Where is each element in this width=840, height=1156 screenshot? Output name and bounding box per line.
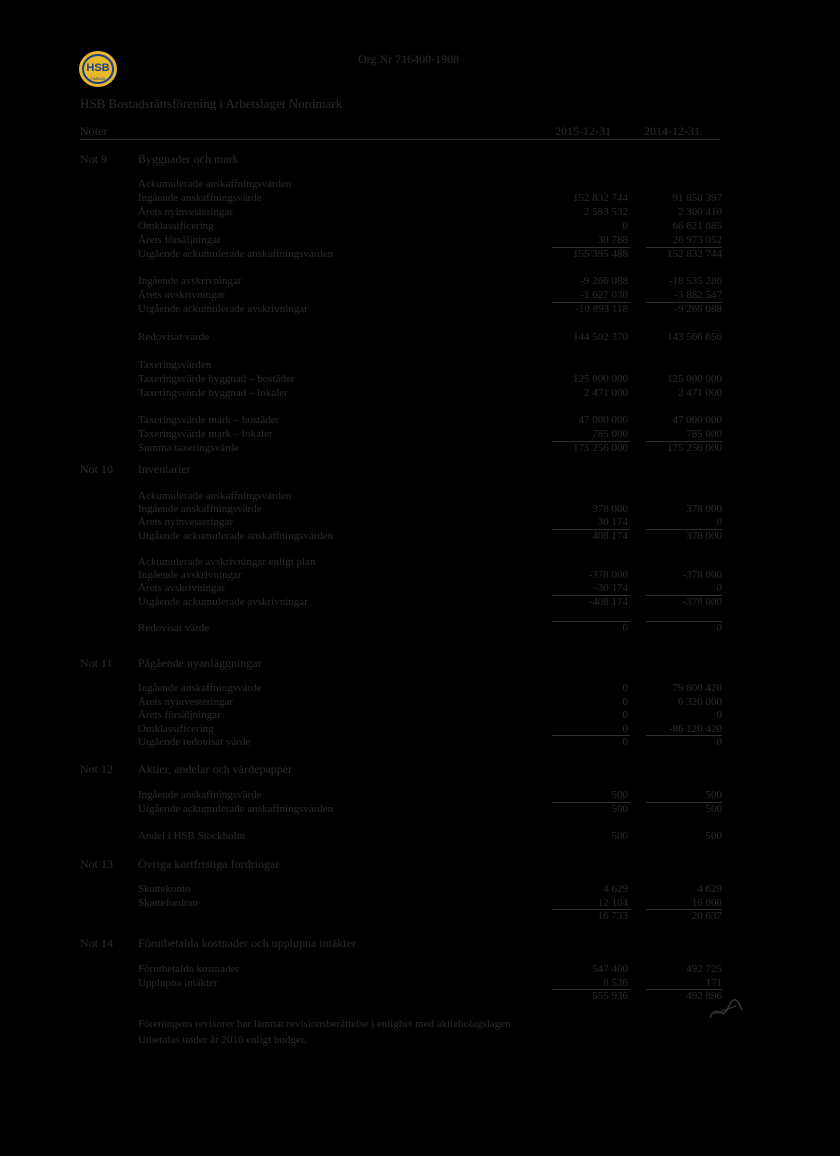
value-2015: 8 536	[603, 976, 628, 989]
sum-rule-2015	[552, 247, 630, 248]
row-label: Årets försäljningar	[138, 233, 221, 246]
value-2015: 144 502 370	[573, 330, 628, 343]
table-row	[138, 490, 722, 503]
table-row	[138, 990, 722, 1003]
value-2014: 0	[716, 622, 722, 634]
row-label: Utgående ackumulerade avskrivningar	[138, 595, 308, 608]
note-title: Pågående nyanläggningar	[138, 656, 262, 670]
value-2015: 0	[622, 709, 628, 721]
table-row	[138, 682, 722, 695]
row-label: Andel i HSB Stockholm	[138, 829, 246, 842]
value-2014: 16 008	[691, 896, 722, 909]
row-label: Ingående anskaffningsvärde	[138, 789, 262, 801]
value-2014: 378 000	[686, 503, 722, 516]
sum-rule-2015	[552, 302, 630, 303]
value-2014: 47 000 000	[672, 414, 722, 427]
table-row	[138, 289, 722, 302]
table-row	[138, 883, 722, 896]
row-label: Årets avskrivningar	[138, 582, 226, 595]
table-row	[138, 709, 722, 722]
value-2015: 4 629	[603, 883, 628, 895]
svg-text:HSB: HSB	[86, 62, 110, 74]
row-label: Ingående avskrivningar	[138, 275, 242, 288]
page-title: HSB Bostadsrättsförening i Arbetslaget Nordmark	[80, 96, 343, 111]
row-label: Ingående anskaffningsvärde	[138, 503, 262, 516]
value-2015: 155 395 488	[573, 247, 628, 260]
sum-rule-2014	[646, 909, 722, 910]
note-number: Not 12	[80, 762, 113, 776]
row-label: Förutbetalda kostnader	[138, 963, 240, 975]
hsb-logo	[78, 50, 118, 88]
row-label: Årets avskrivningar	[138, 289, 226, 302]
value-2015: 125 000 000	[573, 372, 628, 385]
table-row	[138, 897, 722, 910]
table-row	[138, 816, 722, 829]
value-2014: -86 120 420	[668, 722, 722, 735]
value-2014: 785 000	[686, 428, 722, 441]
table-row	[138, 736, 722, 749]
table-row	[138, 359, 722, 372]
sum-rule-2014	[646, 302, 722, 303]
value-2014: -9 266 088	[674, 303, 722, 316]
value-2014: -378 000	[682, 569, 722, 582]
table-row	[138, 192, 722, 205]
value-2014: 500	[705, 829, 722, 842]
note-number: Not 11	[80, 656, 113, 670]
row-label: Årets försäljningar	[138, 709, 221, 721]
table-row	[138, 234, 722, 247]
row-label: Årets nyinvesteringar	[138, 695, 233, 708]
value-2014: 20 637	[691, 910, 722, 922]
table-row	[138, 596, 722, 609]
sum-rule-2015	[552, 441, 630, 442]
note-number: Not 9	[80, 152, 107, 166]
doc-id: Org.Nr 716400-1908	[358, 52, 460, 66]
value-2014: -18 535 286	[668, 275, 722, 288]
value-2015: -1 627 030	[580, 289, 628, 302]
table-row	[138, 248, 722, 261]
value-2015: -378 000	[588, 569, 628, 582]
table-row	[138, 543, 722, 556]
footer-line-1: Föreningens revisorer har lämnat revisionsberättelse i enlighet med aktiebolagslagen.	[138, 1018, 514, 1030]
value-2015: 12 104	[597, 896, 628, 909]
table-row	[138, 387, 722, 400]
value-2015: 2 471 000	[584, 386, 628, 399]
sum-rule-2015	[552, 529, 630, 530]
value-2015: -10 893 118	[575, 303, 628, 316]
value-2015: 47 000 000	[578, 414, 628, 427]
value-2014: 175 256 000	[667, 442, 722, 455]
row-label: Taxeringsvärde byggnad – lokaler	[138, 386, 288, 399]
value-2014: 6 320 000	[678, 695, 722, 708]
value-2015: 500	[611, 789, 628, 801]
row-label: Utgående ackumulerade anskaffningsvärden	[138, 529, 334, 542]
value-2014: -3 882 547	[674, 289, 722, 302]
row-label: Utgående ackumulerade anskaffningsvärden	[138, 247, 334, 260]
value-2015: 500	[611, 829, 628, 842]
table-row	[138, 275, 722, 288]
sum-rule-2015	[552, 735, 630, 736]
table-row	[138, 331, 722, 344]
value-2014: 0	[716, 582, 722, 595]
row-label: Ingående anskaffningsvärde	[138, 682, 262, 694]
table-row	[138, 977, 722, 990]
table-row	[138, 609, 722, 622]
value-2014: -378 000	[682, 595, 722, 608]
row-label: Skattekonto	[138, 883, 191, 895]
row-label: Taxeringsvärde mark – bostäder	[138, 414, 280, 427]
table-row	[138, 696, 722, 709]
footer-line-2: Utbetalas under år 2016 enligt budget.	[138, 1034, 307, 1046]
value-2014: 500	[705, 789, 722, 801]
table-row	[138, 206, 722, 219]
table-row	[138, 556, 722, 569]
value-2015: 378 000	[592, 503, 628, 516]
value-2014: 378 000	[686, 529, 722, 542]
hsb-logo-icon	[78, 50, 118, 88]
value-2014: 152 832 744	[667, 247, 722, 260]
note-number: Not 14	[80, 936, 113, 950]
value-2014: 2 300 410	[678, 205, 722, 218]
sum-rule-2014	[646, 441, 722, 442]
value-2015: 175 256 000	[573, 442, 628, 455]
value-2015: 547 400	[592, 963, 628, 975]
sum-rule-2015	[552, 802, 630, 803]
value-2014: 143 566 656	[667, 330, 722, 343]
value-2014: 492 896	[686, 990, 722, 1002]
note-title: Inventarier	[138, 462, 191, 476]
row-label: Skattefordran	[138, 896, 198, 909]
sum-rule-2014	[646, 529, 722, 530]
table-row	[138, 963, 722, 976]
value-2015: 0	[622, 722, 628, 735]
value-2015: 152 832 744	[573, 191, 628, 204]
table-row	[138, 803, 722, 816]
row-label: Ingående anskaffningsvärde	[138, 191, 262, 204]
value-2014: 0	[716, 736, 722, 748]
value-2015: 0	[622, 695, 628, 708]
row-label: Taxeringsvärden	[138, 358, 212, 371]
value-2015: -408 174	[588, 595, 628, 608]
table-row	[138, 442, 722, 455]
row-label: Ackumulerade anskaffningsvärden	[138, 490, 292, 502]
value-2015: 0	[622, 736, 628, 748]
signature-icon	[706, 996, 746, 1024]
value-2014: 125 000 000	[667, 372, 722, 385]
row-label: Ackumulerade avskrivningar enligt plan	[138, 556, 316, 568]
table-row	[138, 582, 722, 595]
row-label: Redovisat värde	[138, 622, 210, 634]
value-2014: 26 973 052	[672, 233, 722, 246]
value-2014: 0	[716, 709, 722, 721]
row-label: Utgående redovisat värde	[138, 736, 251, 748]
table-row	[138, 428, 722, 441]
svg-text:OMBUD: OMBUD	[90, 76, 106, 81]
note-number: Not 10	[80, 462, 113, 476]
value-2014: 4 629	[697, 883, 722, 895]
table-row	[138, 516, 722, 529]
row-label: Taxeringsvärde byggnad – bostäder	[138, 372, 295, 385]
table-row	[138, 569, 722, 582]
note-title: Aktier, andelar och värdepapper	[138, 762, 293, 776]
note-number: Not 13	[80, 857, 113, 871]
value-2015: 785 000	[592, 428, 628, 441]
table-row	[138, 910, 722, 923]
column-header-notes: Noter	[80, 124, 108, 138]
table-row	[138, 622, 722, 635]
value-2014: 492 725	[686, 963, 722, 975]
value-2014: 91 850 397	[672, 191, 722, 204]
sum-rule-2015	[552, 909, 630, 910]
table-row	[138, 830, 722, 843]
value-2015: -9 266 088	[580, 275, 628, 288]
table-row	[138, 530, 722, 543]
table-row	[138, 303, 722, 316]
sum-rule-2014	[646, 802, 722, 803]
sum-rule-2014	[646, 595, 722, 596]
sum-rule-2014	[646, 989, 722, 990]
sum-rule-2015	[552, 621, 630, 622]
value-2014: 500	[705, 802, 722, 815]
sum-rule-2015	[552, 595, 630, 596]
value-2015: 0	[622, 682, 628, 694]
row-label: Redovisat värde	[138, 330, 210, 343]
row-label: Summa taxeringsvärde	[138, 442, 240, 455]
row-label: Utgående ackumulerade anskaffningsvärden	[138, 802, 334, 815]
table-row	[138, 789, 722, 802]
table-row	[138, 261, 722, 274]
table-row	[138, 414, 722, 427]
row-label: Upplupna intäkter	[138, 976, 218, 989]
value-2015: 30 174	[597, 516, 628, 529]
table-row	[138, 220, 722, 233]
value-2015: -30 174	[594, 582, 628, 595]
sum-rule-2015	[552, 989, 630, 990]
sum-rule-2014	[646, 735, 722, 736]
value-2015: 408 174	[592, 529, 628, 542]
row-label: Ingående avskrivningar	[138, 569, 242, 582]
table-row	[138, 178, 722, 191]
value-2014: 2 471 000	[678, 386, 722, 399]
row-label: Årets nyinvesteringar	[138, 516, 233, 529]
table-row	[138, 373, 722, 386]
value-2015: 0	[622, 219, 628, 232]
row-label: Taxeringsvärde mark – lokaler	[138, 428, 273, 441]
note-title: Byggnader och mark	[138, 152, 239, 166]
table-row	[138, 345, 722, 358]
column-header-year1: 2015-12-31	[555, 124, 611, 138]
row-label: Ackumulerade anskaffningsvärden	[138, 178, 292, 190]
value-2015: 30 788	[597, 233, 628, 246]
value-2015: 555 936	[592, 990, 628, 1002]
value-2014: 66 621 885	[672, 219, 722, 232]
note-title: Övriga kortfristiga fordringar	[138, 857, 280, 871]
value-2015: 16 733	[597, 910, 628, 922]
table-row	[138, 723, 722, 736]
row-label: Omklassificering	[138, 219, 214, 232]
table-row	[138, 317, 722, 330]
value-2014: 0	[716, 516, 722, 529]
row-label: Årets nyinvesteringar	[138, 205, 233, 218]
table-row	[138, 400, 722, 413]
row-label: Omklassificering	[138, 722, 214, 735]
value-2015: 2 593 532	[584, 205, 628, 218]
table-row	[138, 503, 722, 516]
header-rule	[80, 139, 720, 140]
signature	[706, 996, 746, 1024]
note-title: Förutbetalda kostnader och upplupna intäkter	[138, 936, 356, 950]
row-label: Utgående ackumulerade avskrivningar	[138, 303, 308, 316]
value-2015: 500	[611, 802, 628, 815]
value-2014: 171	[705, 976, 722, 989]
sum-rule-2014	[646, 621, 722, 622]
value-2015: 0	[622, 622, 628, 634]
column-header-year2: 2014-12-31	[644, 124, 700, 138]
value-2014: 79 800 420	[672, 682, 722, 694]
sum-rule-2014	[646, 247, 722, 248]
